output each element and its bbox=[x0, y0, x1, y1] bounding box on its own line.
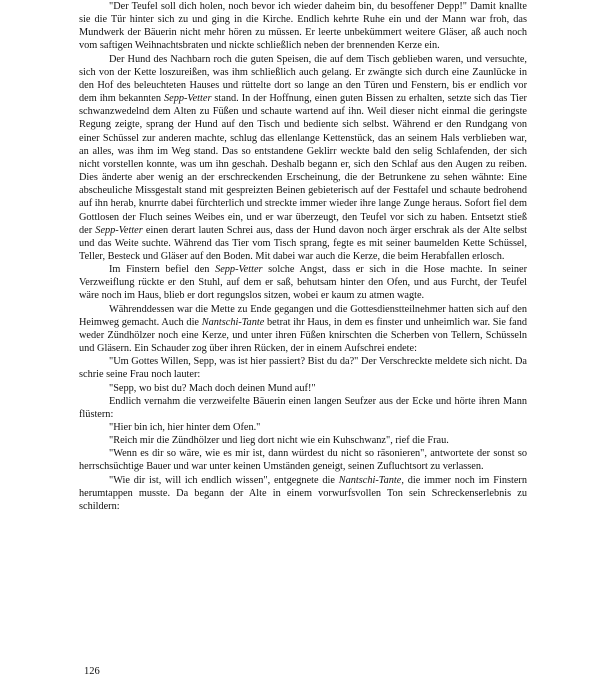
text-run: , die immer noch im Finstern herumtappen musste. Da begann der Alte in einem vorwurfsvollen Ton sein Schreckenserlebnis zu schildern: bbox=[79, 474, 527, 512]
text-run: "Reich mir die Zündhölzer und lieg dort nicht wie ein Kuhschwanz", rief die Frau. bbox=[109, 435, 449, 447]
page-number: 126 bbox=[84, 666, 100, 677]
paragraph bbox=[79, 263, 527, 302]
paragraph bbox=[79, 53, 527, 264]
italic-name: Nantschi-Tante bbox=[201, 316, 265, 328]
text-run: "Wie dir ist, will ich endlich wissen", entgegnete die bbox=[109, 474, 339, 486]
text-run: Der Hund des Nachbarn roch die guten Speisen, die auf dem Tisch geblieben waren, und versuchte, sich von der Kette loszureißen, was ihm schließlich auch gelang. Er zwängte sich durch eine Zaunlücke in den Hof des beleuchteten Hauses und rüttelte dort so lange an den Türen und Fenstern, bis er endlich vor dem ihm bekannten bbox=[79, 53, 527, 105]
book-page-body bbox=[79, 0, 527, 513]
paragraph bbox=[79, 474, 527, 513]
text-run: "Hier bin ich, hier hinter dem Ofen." bbox=[109, 422, 261, 433]
text-run: "Wenn es dir so wäre, wie es mir ist, dann würdest du nicht so räsonieren", antwortete der sonst so herrschsüchtige Bauer und war unter keinen Umständen geneigt, seinen Zufluchtsort zu verlassen. bbox=[79, 448, 527, 473]
text-run: "Der Teufel soll dich holen, noch bevor ich wieder daheim bin, du besoffener Depp!" Damit knallte sie die Tür hinter sich zu und ging in die Kirche. Endlich kehrte Ruhe ein und der Mann war froh, das Mundwerk der Bäuerin nicht mehr hören zu müssen. Er leerte unbekümmert weitere Gläser, aß auch noch vom saftigen Weihnachtsbraten und nickte schließlich neben der brennenden Kerze ein. bbox=[79, 1, 527, 52]
paragraph bbox=[79, 303, 527, 356]
italic-name: Sepp-Vetter bbox=[215, 264, 263, 276]
paragraph bbox=[79, 434, 527, 447]
italic-name: Sepp-Vetter bbox=[95, 224, 143, 236]
text-run: "Um Gottes Willen, Sepp, was ist hier passiert? Bist du da?" Der Verschreckte meldete sich nicht. Da schrie seine Frau noch lauter: bbox=[79, 356, 527, 381]
text-run: "Sepp, wo bist du? Mach doch deinen Mund auf!" bbox=[109, 382, 316, 394]
paragraph bbox=[79, 421, 527, 434]
paragraph bbox=[79, 395, 527, 421]
text-run: betrat ihr Haus, in dem es finster und unheimlich war. Sie fand weder Zündhölzer noch eine Kerze, und unter ihren Füßen knirschten die Scherben von Tellern, Schüsseln und Gläsern. Ein Schauder zog über ihren Rücken, der in einem Aufschrei endete: bbox=[79, 316, 527, 355]
text-run: Im Finstern befiel den bbox=[109, 264, 216, 276]
paragraph bbox=[79, 355, 527, 381]
text-run: einen derart lauten Schrei aus, dass der Hund davon noch ärger erschrak als der Alte selbst und das Weite suchte. Während das Tier vom Tisch sprang, fegte es mit seiner baumelden Kette Schüssel, Teller, Besteck und Gläser auf den Boden. Mit dabei war auch die Kerze, die beim Herabfallen erlosch. bbox=[79, 224, 527, 262]
italic-name: Nantschi-Tante bbox=[338, 474, 402, 486]
paragraph bbox=[79, 0, 527, 53]
text-run: Endlich vernahm die verzweifelte Bäuerin einen langen Seufzer aus der Ecke und hörte ihren Mann flüstern: bbox=[79, 395, 527, 420]
paragraph bbox=[79, 382, 527, 395]
text-run: solche Angst, dass er sich in die Hose machte. In seiner Verzweiflung rückte er den Stuhl, auf dem er saß, behutsam hinter den Ofen, und aus Furcht, der Teufel wäre noch im Haus, blieb er dort regungslos sitzen, wobei er kaum zu atmen wagte. bbox=[79, 264, 528, 302]
text-run: Währenddessen war die Mette zu Ende gegangen und die Gottesdienstteilnehmer hatten sich auf den Heimweg gemacht. Auch die bbox=[79, 303, 527, 328]
text-run: stand. In der Hoffnung, einen guten Bissen zu erhalten, setzte sich das Tier schwanzwedelnd dem Alten zu Füßen und schaute wartend auf ihn. Weil dieser nicht einmal die geringste Regung zeigte, sprang der Hund auf den Tisch und bediente sich selbst. Während er den Rundgang von einer Schüssel zur anderen machte, schlug das ellenlange Kettenstück, das an seinem Hals verblieben war, an alles, was ihm im Weg stand. Das so entstandene Geklirr weckte bald den selig Schlafenden, der sich nicht vorstellen konnte, was um ihn geschah. Deshalb begann er, sich den Schlaf aus den Augen zu reiben. Dies änderte aber wenig an der erschreckenden Erscheinung, die der Betrunkene zu sehen wähnte: Eine abscheuliche Missgestalt stand mit gespreizten Beinen gebieterisch auf der Festtafel und schaute bedrohend auf ihn herab, knurrte dabei fürchterlich und streckte immer wieder ihre lange Zunge heraus. Sofort fiel dem Gottlosen der Fluch seines Weibes ein, und er war überzeugt, den Teufel vor sich zu haben. Entsetzt stieß der bbox=[79, 93, 527, 236]
paragraph bbox=[79, 447, 527, 473]
italic-name: Sepp-Vetter bbox=[163, 93, 212, 105]
